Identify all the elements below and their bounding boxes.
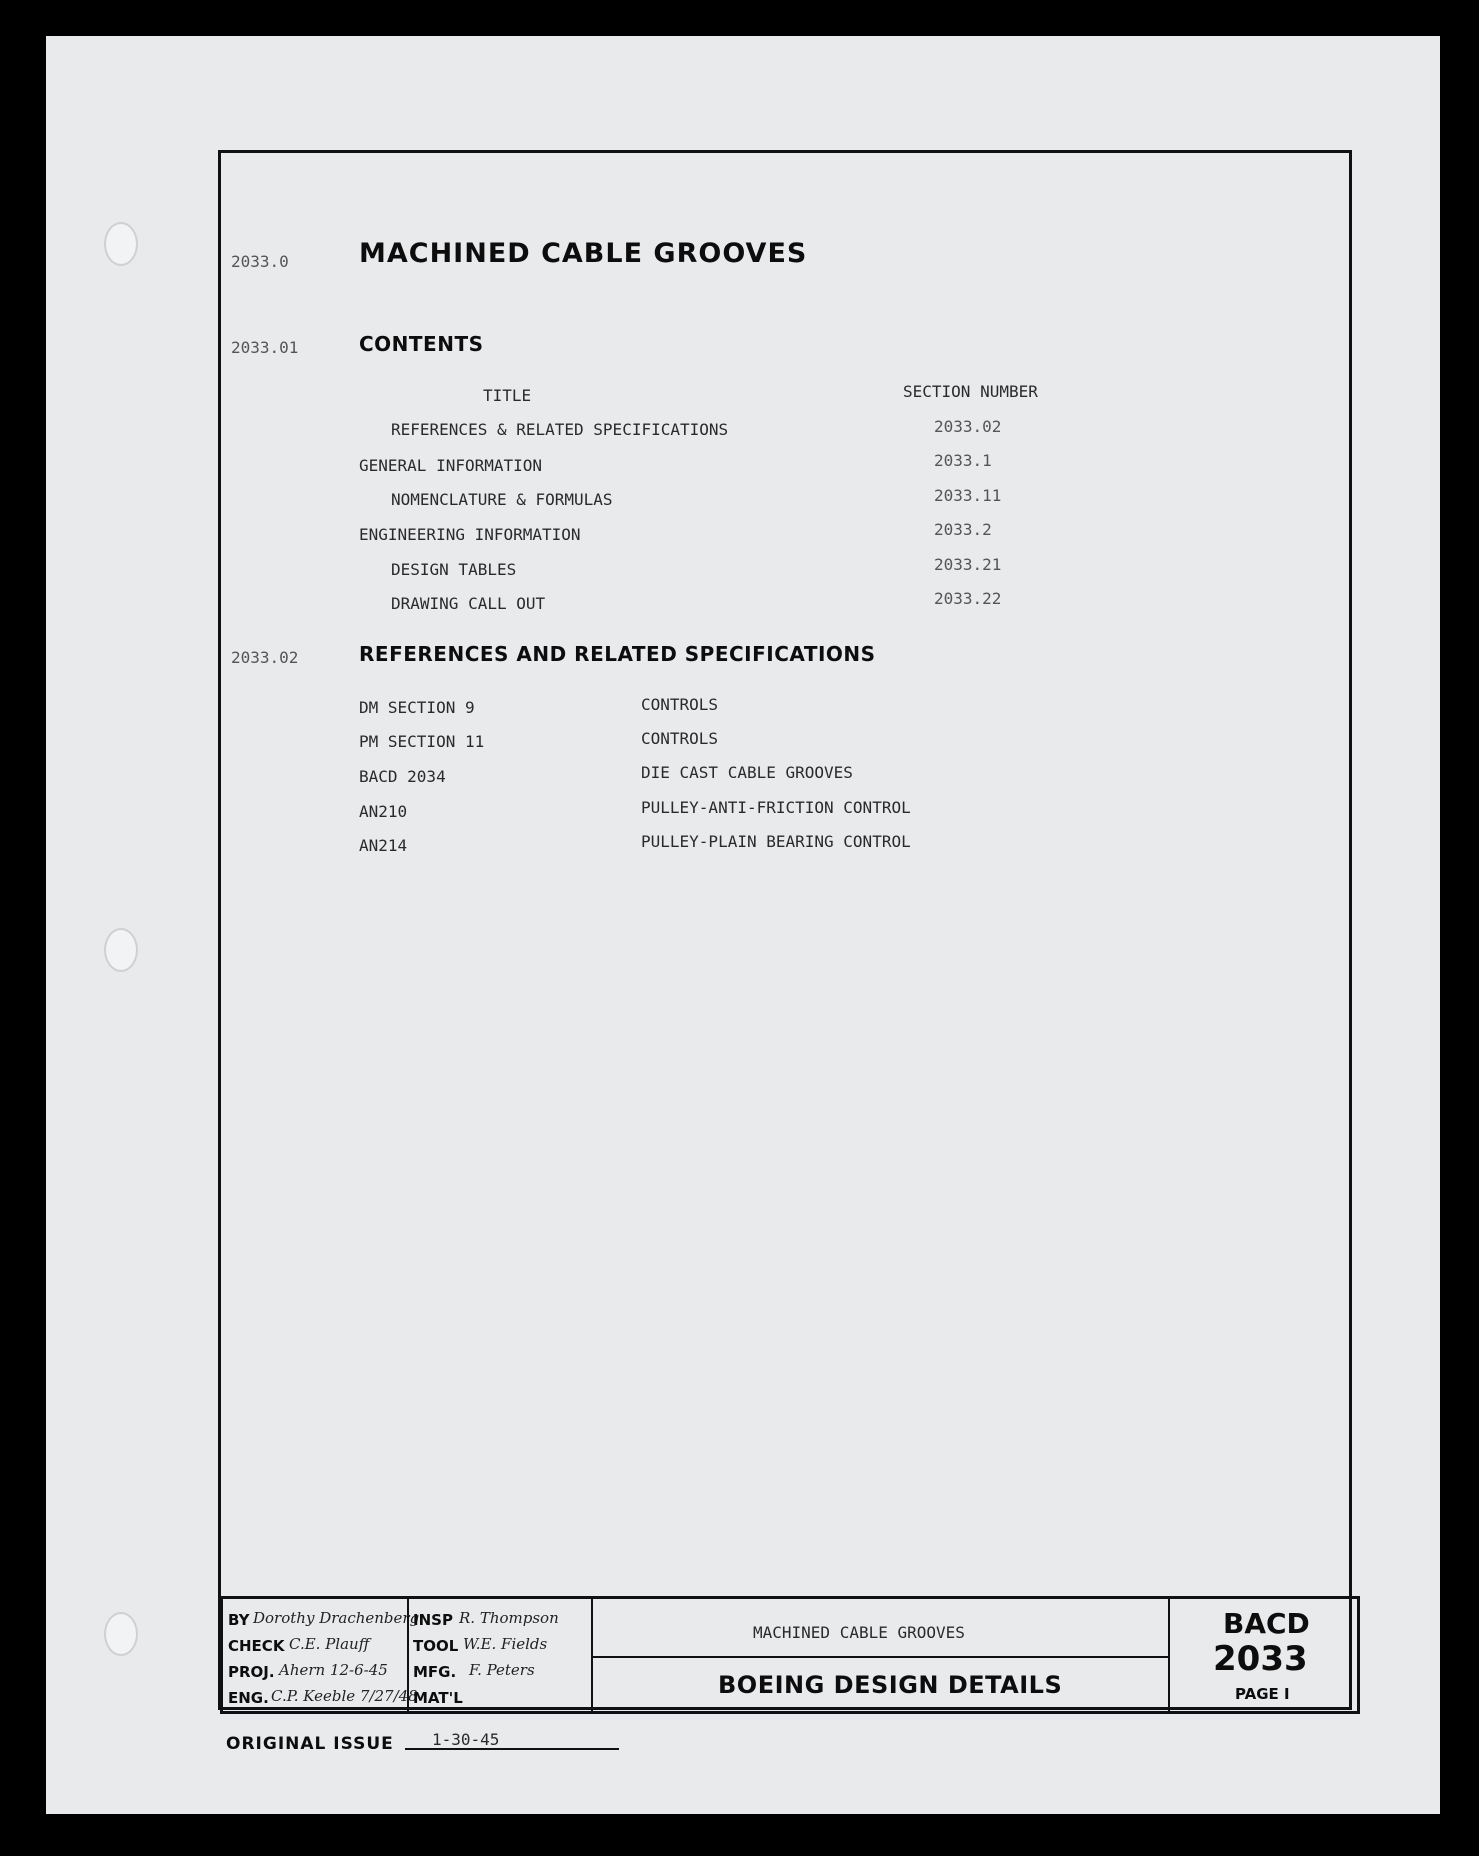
contents-row-section: 2033.02	[934, 417, 1002, 436]
reference-description: PULLEY-PLAIN BEARING CONTROL	[641, 832, 911, 851]
label-mfg: MFG.	[413, 1663, 457, 1681]
drawing-border	[218, 150, 1352, 1710]
binder-hole-middle	[104, 928, 138, 972]
contents-row-title: GENERAL INFORMATION	[359, 456, 543, 475]
contents-row-section: 2033.22	[934, 589, 1002, 608]
references-heading: REFERENCES AND RELATED SPECIFICATIONS	[359, 642, 876, 666]
label-tool: TOOL	[413, 1637, 459, 1655]
contents-row-section: 2033.21	[934, 555, 1002, 574]
original-issue-underline	[405, 1748, 619, 1750]
contents-row-section: 2033.11	[934, 486, 1002, 505]
contents-row-title: NOMENCLATURE & FORMULAS	[391, 490, 613, 509]
contents-heading: CONTENTS	[359, 332, 484, 356]
label-insp: INSP	[413, 1611, 453, 1629]
signature-insp: R. Thompson	[459, 1609, 559, 1627]
contents-row-title: DRAWING CALL OUT	[391, 594, 546, 613]
document-number: 2033	[1213, 1639, 1308, 1679]
binder-hole-top	[104, 222, 138, 266]
reference-description: CONTROLS	[641, 729, 719, 748]
reference-description: PULLEY-ANTI-FRICTION CONTROL	[641, 798, 911, 817]
company-name: BOEING DESIGN DETAILS	[718, 1671, 1063, 1699]
section-number-main: 2033.0	[231, 252, 289, 271]
reference-id: AN214	[359, 836, 408, 855]
reference-id: AN210	[359, 802, 408, 821]
page-number: PAGE I	[1235, 1685, 1290, 1703]
signature-check: C.E. Plauff	[289, 1635, 370, 1653]
reference-id: PM SECTION 11	[359, 732, 485, 751]
label-proj: PROJ.	[228, 1663, 275, 1681]
section-number-contents: 2033.01	[231, 338, 299, 357]
signature-eng: C.P. Keeble 7/27/48	[271, 1687, 418, 1705]
signature-proj: Ahern 12-6-45	[279, 1661, 388, 1679]
title-block	[220, 1596, 1360, 1714]
reference-description: CONTROLS	[641, 695, 719, 714]
contents-row-section: 2033.1	[934, 451, 992, 470]
signature-by: Dorothy Drachenberg	[253, 1609, 420, 1627]
contents-col-section: SECTION NUMBER	[903, 382, 1038, 401]
signature-tool: W.E. Fields	[463, 1635, 548, 1653]
original-issue-date: 1-30-45	[432, 1730, 500, 1749]
subject-title: MACHINED CABLE GROOVES	[753, 1623, 965, 1642]
page-title: MACHINED CABLE GROOVES	[359, 238, 808, 269]
label-eng: ENG.	[228, 1689, 269, 1707]
binder-hole-bottom	[104, 1612, 138, 1656]
label-check: CHECK	[228, 1637, 285, 1655]
contents-row-title: ENGINEERING INFORMATION	[359, 525, 581, 544]
reference-description: DIE CAST CABLE GROOVES	[641, 763, 853, 782]
contents-row-section: 2033.2	[934, 520, 992, 539]
label-by: BY	[228, 1611, 250, 1629]
contents-col-title: TITLE	[483, 386, 532, 405]
original-issue-label: ORIGINAL ISSUE	[226, 1734, 394, 1754]
section-number-references: 2033.02	[231, 648, 299, 667]
label-matl: MAT'L	[413, 1689, 463, 1707]
reference-id: BACD 2034	[359, 767, 446, 786]
contents-row-title: REFERENCES & RELATED SPECIFICATIONS	[391, 420, 729, 439]
contents-row-title: DESIGN TABLES	[391, 560, 517, 579]
reference-id: DM SECTION 9	[359, 698, 475, 717]
document-code: BACD	[1223, 1607, 1310, 1640]
signature-mfg: F. Peters	[469, 1661, 535, 1679]
